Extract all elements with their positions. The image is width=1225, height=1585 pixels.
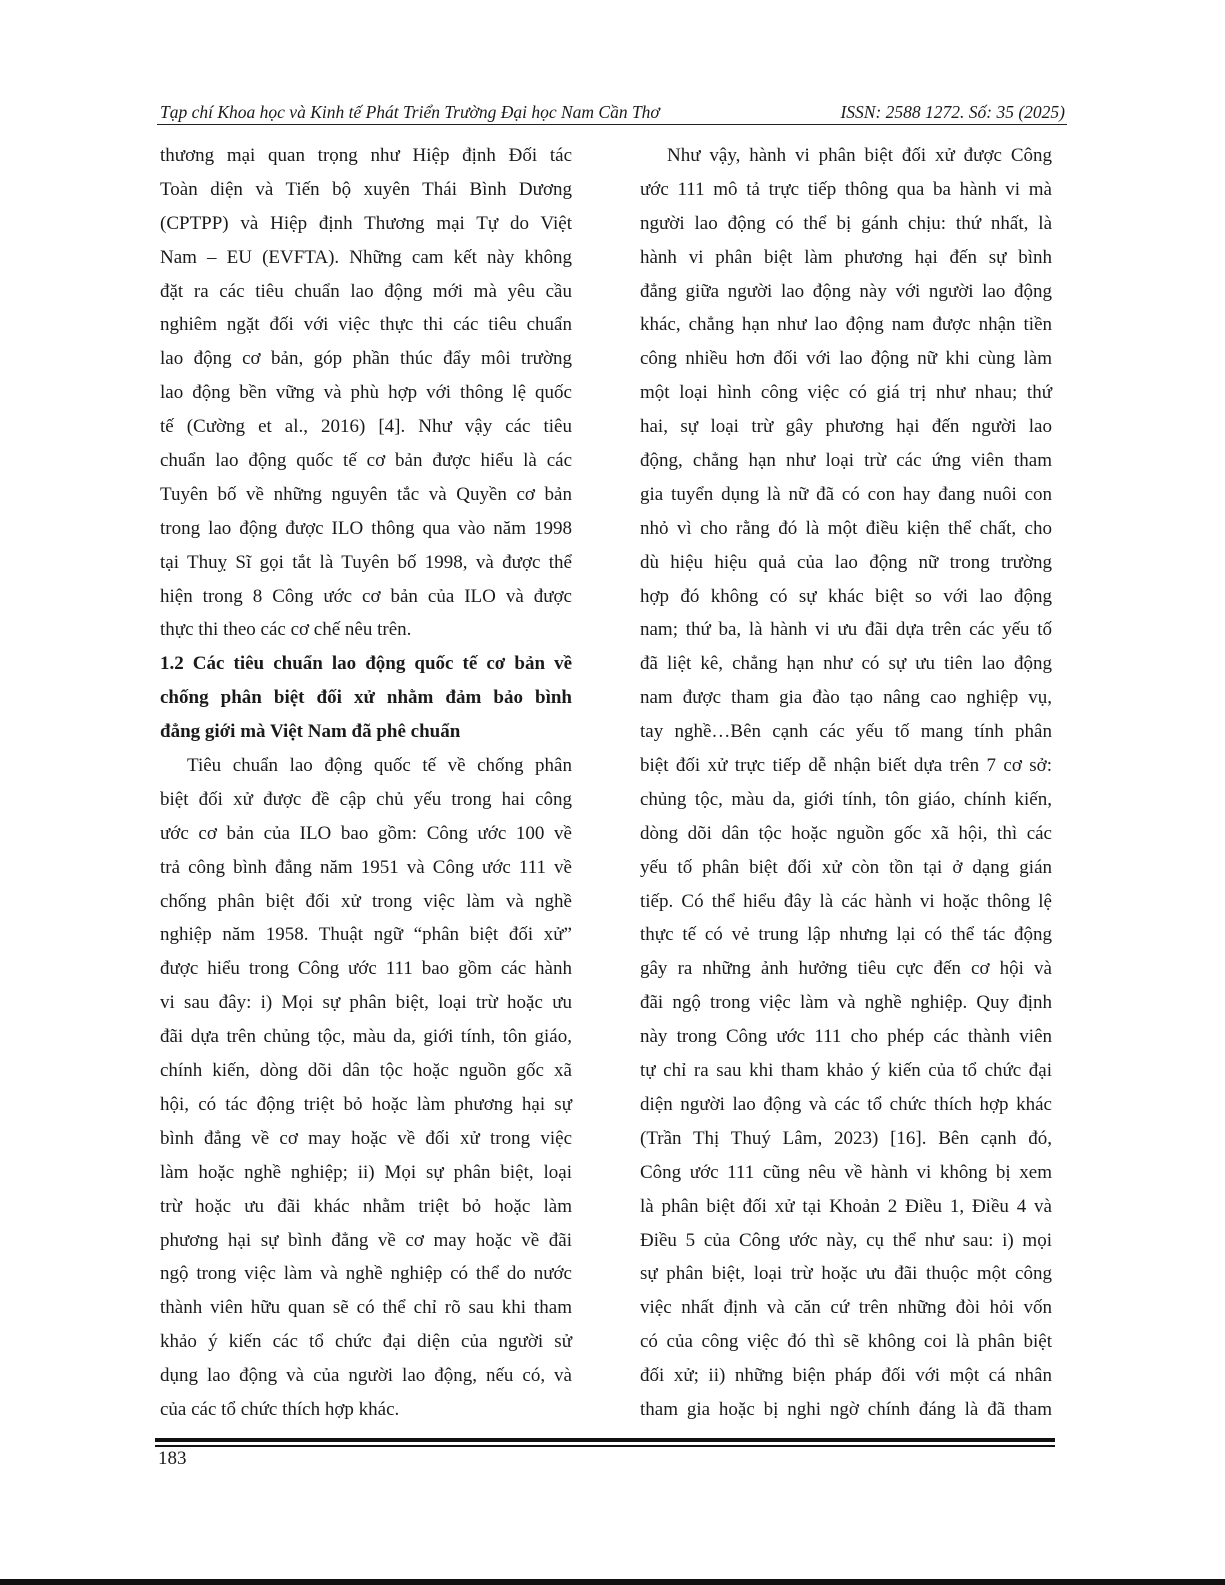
text-line: khác, chẳng hạn như lao động nam được nhận tiền xyxy=(640,314,1052,336)
text-line: chuẩn lao động quốc tế cơ bản được hiểu là các xyxy=(160,450,572,472)
journal-title: Tạp chí Khoa học và Kinh tế Phát Triển Trường Đại học Nam Cần Thơ xyxy=(160,102,660,122)
text-line: tiếp. Có thể hiểu đây là các hành vi hoặc thông lệ xyxy=(640,890,1052,912)
text-line: đặt ra các tiêu chuẩn lao động mới mà yêu cầu xyxy=(160,280,572,302)
text-line: gia tuyển dụng là nữ đã có con hay đang nuôi con xyxy=(640,483,1052,505)
text-line: là phân biệt đối xử tại Khoản 2 Điều 1, Điều 4 và xyxy=(640,1195,1052,1217)
text-line: sự phân biệt, loại trừ hoặc ưu đãi thuộc một công xyxy=(640,1263,1052,1285)
text-line: có của công việc đó thì sẽ không coi là phân biệt xyxy=(640,1331,1052,1353)
text-line: Nam – EU (EVFTA). Những cam kết này không xyxy=(160,246,572,268)
text-line: làm hoặc nghề nghiệp; ii) Mọi sự phân biệt, loại xyxy=(160,1161,572,1183)
text-line: nhỏ vì cho rằng đó là một điều kiện thể chất, cho xyxy=(640,517,1052,539)
text-line: chủng tộc, màu da, giới tính, tôn giáo, chính kiến, xyxy=(640,788,1052,810)
running-header xyxy=(160,98,1065,126)
text-line: biệt đối xử được đề cập chủ yếu trong hai công xyxy=(160,788,572,810)
section-heading-line: đẳng giới mà Việt Nam đã phê chuẩn xyxy=(160,721,461,743)
text-line: được hiểu trong Công ước 111 bao gồm các hành xyxy=(160,958,572,980)
text-line: đối xử; ii) những biện pháp đối với một cá nhân xyxy=(640,1365,1052,1387)
text-line: phương hại sự bình đẳng về cơ may hoặc về đãi xyxy=(160,1229,572,1251)
text-line: ước 111 mô tả trực tiếp thông qua ba hành vi mà xyxy=(640,178,1052,200)
text-line: công nhiều hơn đối với lao động nữ khi cùng làm xyxy=(640,348,1052,370)
text-line: lao động cơ bản, góp phần thúc đẩy môi trường xyxy=(160,348,572,370)
text-line: dụng lao động và của người lao động, nếu có, và xyxy=(160,1365,572,1387)
text-line: tham gia hoặc bị nghi ngờ chính đáng là đã tham xyxy=(640,1398,1052,1420)
text-line: khảo ý kiến các tổ chức đại diện của người sử xyxy=(160,1331,572,1353)
text-line: dù hiệu hiệu quả của lao động nữ trong trường xyxy=(640,551,1052,573)
text-line: nam được tham gia đào tạo nâng cao nghiệp vụ, xyxy=(640,687,1052,709)
text-line: tự chỉ ra sau khi tham khảo ý kiến của tổ chức đại xyxy=(640,1060,1052,1082)
text-line: ngộ trong việc làm và nghề nghiệp có thể do nước xyxy=(160,1263,572,1285)
text-line: Công ước 111 cũng nêu về hành vi không bị xem xyxy=(640,1161,1052,1183)
text-line: diện người lao động và các tổ chức thích hợp khác xyxy=(640,1093,1052,1115)
text-line: bình đẳng về cơ may hoặc về đối xử trong việc xyxy=(160,1127,572,1149)
text-line: việc nhất định và căn cứ trên những đòi hỏi vốn xyxy=(640,1297,1052,1319)
left-column xyxy=(160,139,572,1427)
right-column xyxy=(640,139,1052,1427)
text-line: động, chẳng hạn như loại trừ các ứng viên tham xyxy=(640,450,1052,472)
text-line: nam; thứ ba, là hành vi ưu đãi dựa trên các yếu tố xyxy=(640,619,1052,641)
text-line: thực tế có vẻ trung lập nhưng lại có thể tác động xyxy=(640,924,1052,946)
text-line: thương mại quan trọng như Hiệp định Đối tác xyxy=(160,145,572,166)
section-heading-line: 1.2 Các tiêu chuẩn lao động quốc tế cơ bản về xyxy=(160,653,572,675)
scan-edge xyxy=(0,1579,1225,1585)
text-line: (CPTPP) và Hiệp định Thương mại Tự do Việt xyxy=(160,212,572,234)
text-line: ước cơ bản của ILO bao gồm: Công ước 100 về xyxy=(160,822,572,844)
text-line: (Trần Thị Thuý Lâm, 2023) [16]. Bên cạnh đó, xyxy=(640,1127,1052,1149)
text-line: này trong Công ước 111 cho phép các thành viên xyxy=(640,1026,1052,1048)
text-line: lao động bền vững và phù hợp với thông lệ quốc xyxy=(160,382,572,404)
text-line: gây ra những ảnh hưởng tiêu cực đến cơ hội và xyxy=(640,958,1052,980)
section-heading-line: chống phân biệt đối xử nhằm đảm bảo bình xyxy=(160,687,572,709)
text-line: của các tổ chức thích hợp khác. xyxy=(160,1398,400,1420)
text-line: dòng dõi dân tộc hoặc nguồn gốc xã hội, thì các xyxy=(640,822,1052,844)
issn-issue: ISSN: 2588 1272. Số: 35 (2025) xyxy=(840,102,1065,122)
text-line: yếu tố phân biệt đối xử còn tồn tại ở dạng gián xyxy=(640,856,1052,878)
text-line: người lao động có thể bị gánh chịu: thứ nhất, là xyxy=(640,212,1052,234)
text-line: hợp đó không có sự khác biệt so với lao động xyxy=(640,585,1052,607)
text-line: đãi ngộ trong việc làm và nghề nghiệp. Quy định xyxy=(640,992,1052,1014)
text-line: trong lao động được ILO thông qua vào năm 1998 xyxy=(160,517,572,539)
text-line: nghiêm ngặt đối với việc thực thi các tiêu chuẩn xyxy=(160,314,572,336)
footer-rule-thin xyxy=(155,1445,1055,1447)
page-number: 183 xyxy=(158,1448,187,1469)
text-line: thành viên hữu quan sẽ có thể chỉ rõ sau khi tham xyxy=(160,1297,572,1319)
text-line: Tiêu chuẩn lao động quốc tế về chống phân xyxy=(187,755,572,777)
header-rule xyxy=(157,124,1067,125)
text-line: hai, sự loại trừ gây phương hại đến người lao xyxy=(640,416,1052,438)
text-line: tại Thuỵ Sĩ gọi tắt là Tuyên bố 1998, và được thể xyxy=(160,551,572,573)
text-line: thực thi theo các cơ chế nêu trên. xyxy=(160,619,412,641)
text-line: trả công bình đẳng năm 1951 và Công ước 111 về xyxy=(160,856,572,878)
text-line: đã liệt kê, chẳng hạn như có sự ưu tiên lao động xyxy=(640,653,1052,675)
text-line: hành vi phân biệt làm phương hại đến sự bình xyxy=(640,246,1052,268)
text-line: Như vậy, hành vi phân biệt đối xử được Công xyxy=(667,145,1052,166)
text-line: một loại hình công việc có giá trị như nhau; thứ xyxy=(640,382,1052,404)
text-line: hiện trong 8 Công ước cơ bản của ILO và được xyxy=(160,585,572,607)
text-line: đãi dựa trên chủng tộc, màu da, giới tính, tôn giáo, xyxy=(160,1026,572,1048)
text-line: chống phân biệt đối xử trong việc làm và nghề xyxy=(160,890,572,912)
text-line: hội, có tác động triệt bỏ hoặc làm phương hại sự xyxy=(160,1093,572,1115)
text-line: trừ hoặc ưu đãi khác nhằm triệt bỏ hoặc làm xyxy=(160,1195,572,1217)
text-line: vi sau đây: i) Mọi sự phân biệt, loại trừ hoặc ưu xyxy=(160,992,572,1014)
footer-rule-thick xyxy=(155,1438,1055,1442)
text-line: Điều 5 của Công ước này, cụ thể như sau: i) mọi xyxy=(640,1229,1052,1251)
text-line: nghiệp năm 1958. Thuật ngữ “phân biệt đối xử” xyxy=(160,924,572,946)
text-line: biệt đối xử trực tiếp dễ nhận biết dựa trên 7 cơ sở: xyxy=(640,755,1052,777)
text-line: tế (Cường et al., 2016) [4]. Như vậy các tiêu xyxy=(160,416,572,438)
text-line: chính kiến, dòng dõi dân tộc hoặc nguồn gốc xã xyxy=(160,1060,572,1082)
text-line: đẳng giữa người lao động này với người lao động xyxy=(640,280,1052,302)
text-line: Toàn diện và Tiến bộ xuyên Thái Bình Dương xyxy=(160,178,572,200)
text-line: tay nghề…Bên cạnh các yếu tố mang tính phân xyxy=(640,721,1052,743)
text-line: Tuyên bố về những nguyên tắc và Quyền cơ bản xyxy=(160,483,572,505)
